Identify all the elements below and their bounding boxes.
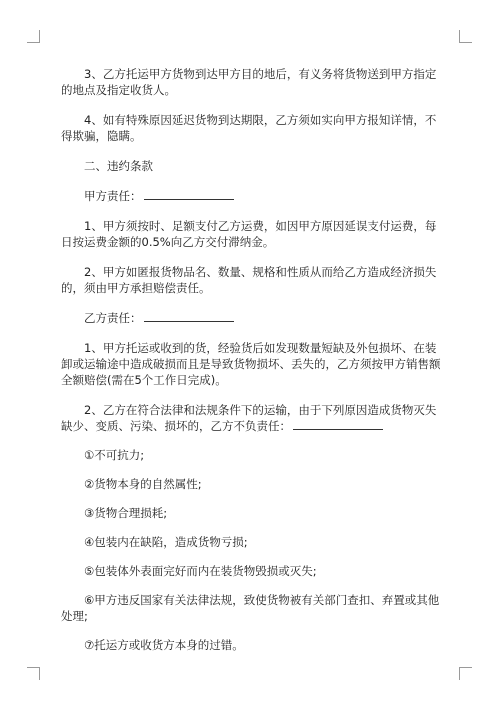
exemption-item-5: ⑤包装体外表面完好而内在装货物毁损或灭失; (84, 564, 317, 578)
exemption-item-7: ⑦托运方或收货方本身的过错。 (84, 638, 244, 652)
party-b-clause-2-blank-line (293, 418, 383, 430)
exemption-item-4: ④包装内在缺陷，造成货物亏损; (84, 535, 248, 549)
paragraph-clause-4: 4、如有特殊原因延迟货物到达期限，乙方须如实向甲方报知详情，不得欺骗，隐瞒。 (61, 113, 437, 143)
party-a-clause-1: 1、甲方须按时、足额支付乙方运费，如因甲方原因延误支付运费，每日按运费金额的0.5%向乙方交付滞纳金。 (61, 219, 437, 249)
crop-mark-bottom-right (459, 667, 472, 680)
party-a-clause-2: 2、甲方如匿报货物品名、数量、规格和性质从而给乙方造成经济损失的，须由甲方承担赔偿责任。 (61, 265, 437, 295)
exemption-item-3: ③货物合理损耗; (84, 506, 168, 520)
party-a-responsibility-heading (61, 188, 441, 204)
paragraph-clause-3: 3、乙方托运甲方货物到达甲方目的地后，有义务将货物送到甲方指定的地点及指定收货人。 (61, 67, 437, 97)
exemption-item-1: ①不可抗力; (84, 448, 145, 462)
crop-mark-top-right (459, 30, 472, 43)
section-heading-breach: 二、违约条款 (84, 159, 153, 173)
crop-mark-bottom-left (27, 667, 40, 680)
document-body (61, 66, 441, 653)
party-b-clause-1: 1、甲方托运或收到的货，经验货后如发现数量短缺及外包损坏、在装卸或运输途中造成破损而且是导致货物损坏、丢失的，乙方须按甲方销售额全额赔偿(需在5个工作日完成)。 (61, 341, 441, 387)
exemption-item-2: ②货物本身的自然属性; (84, 477, 202, 491)
party-b-blank-line (144, 310, 234, 322)
crop-mark-top-left (27, 30, 40, 43)
party-a-blank-line (144, 188, 234, 200)
party-b-clause-2 (61, 402, 441, 434)
party-a-responsibility-label: 甲方责任： (84, 189, 142, 203)
exemption-item-6: ⑥甲方违反国家有关法律法规，致使货物被有关部门查扣、弃置或其他处理; (61, 593, 440, 623)
party-b-responsibility-heading (61, 310, 441, 326)
party-b-clause-2-text: 2、乙方在符合法律和法规条件下的运输，由于下列原因造成货物灭失缺少、变质、污染、损坏的，乙方不负责任： (61, 403, 437, 433)
party-b-responsibility-label: 乙方责任： (84, 311, 142, 325)
